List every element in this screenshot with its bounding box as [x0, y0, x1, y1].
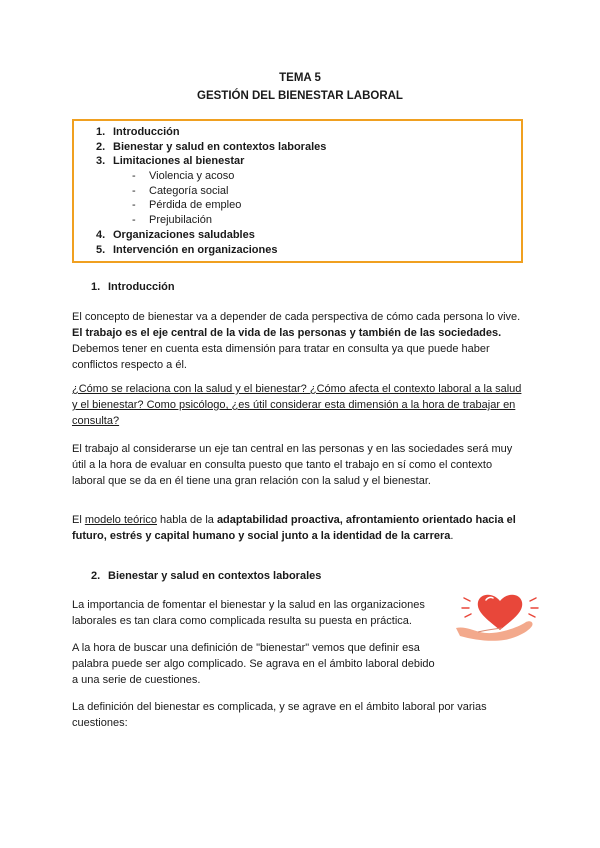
table-of-contents: 1. Introducción 2. Bienestar y salud en contextos laborales 3. Limitaciones al bienestar - Violencia y acoso - Categoría social - Pérdida de empleo - Prejubilación 4. Organizaciones saludables 5. Intervención en organizaciones — [72, 119, 523, 263]
document-theme: TEMA 5 — [279, 72, 321, 84]
paragraph-modelo: El modelo teórico habla de la adaptabilidad proactiva, afrontamiento orientado hacia el futuro, estrés y capital humano y social junto a la identidad de la carrera. — [72, 514, 516, 542]
paragraph-intro: El concepto de bienestar va a depender de cada perspectiva de cómo cada persona lo vive. El trabajo es el eje central de la vida de las personas y también de las sociedades. Debemos tener en cuenta esta dimensión para tratar en consulta ya que puede haber conflictos respecto a él. — [72, 311, 521, 371]
paragraph-definicion: A la hora de buscar una definición de "bienestar" vemos que definir esa palabra puede ser algo complicado. Se agrava en el ámbito laboral debido a una serie de cuestiones. — [72, 642, 435, 686]
heart-in-hand-icon — [450, 586, 550, 653]
document-title: GESTIÓN DEL BIENESTAR LABORAL — [197, 90, 403, 102]
paragraph-trabajo: El trabajo al considerarse un eje tan central en las personas y en las sociedades será muy útil a la hora de evaluar en consulta puesto que tanto el trabajo en sí como el contexto laboral que se da en él tiene una gran relación con la salud y el bienestar. — [72, 443, 513, 487]
paragraph-questions: ¿Cómo se relaciona con la salud y el bienestar? ¿Cómo afecta el contexto laboral a la salud y el bienestar? Como psicólogo, ¿es útil considerar esta dimensión a la hora de trabajar en consulta? — [72, 383, 522, 427]
modelo-teorico-link[interactable]: modelo teórico — [84, 514, 157, 526]
paragraph-importancia: La importancia de fomentar el bienestar y la salud en las organizaciones laborales es tan clara como complicada resulta su puesta en práctica. — [72, 599, 425, 627]
paragraph-cuestiones: La definición del bienestar es complicada, y se agrave en el ámbito laboral por varias cuestiones: — [72, 701, 487, 729]
